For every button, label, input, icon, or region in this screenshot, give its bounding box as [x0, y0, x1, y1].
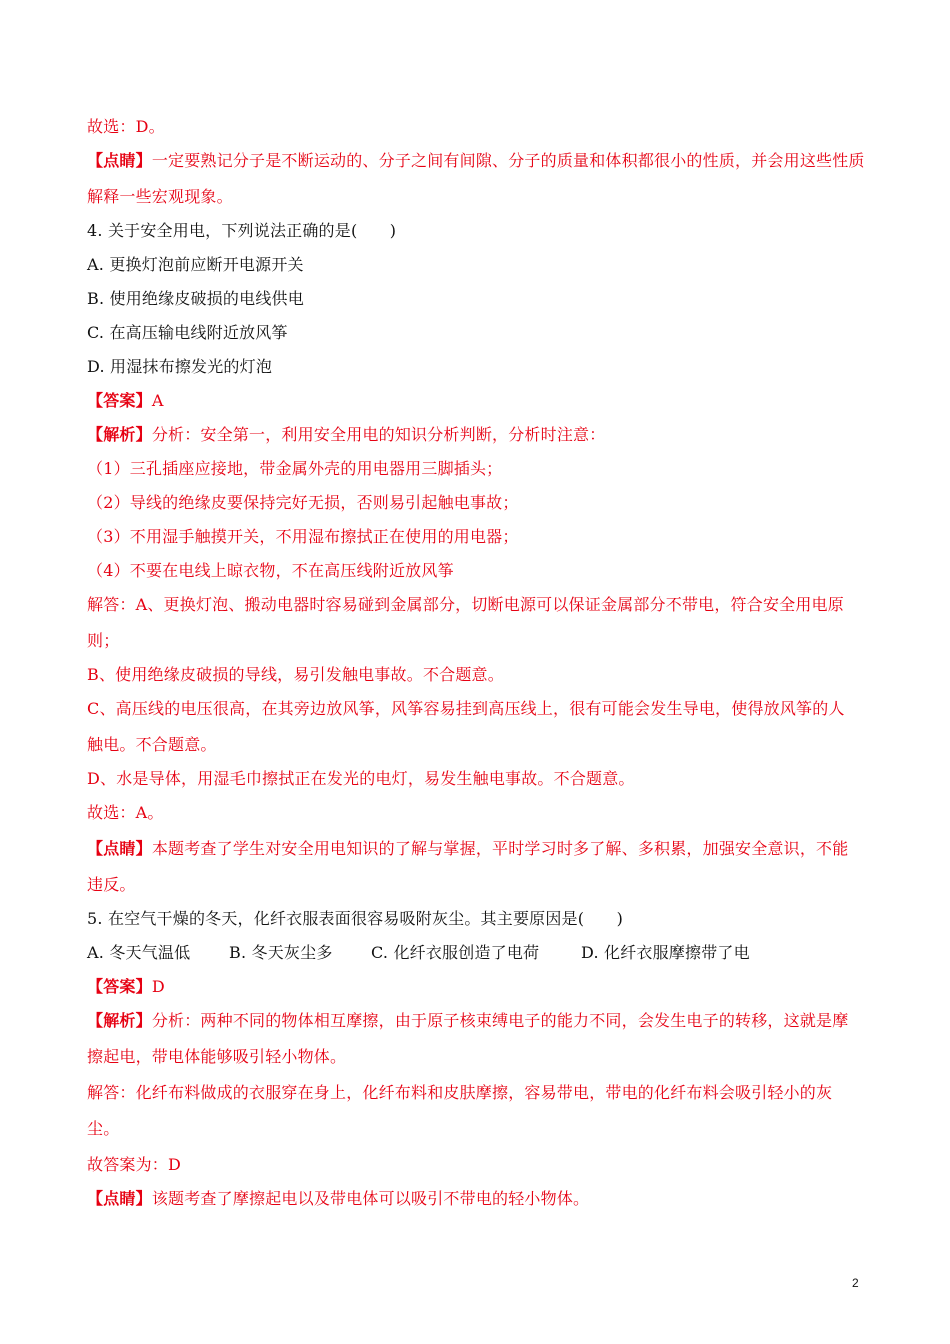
q5-stem: 5. 在空气干燥的冬天，化纤衣服表面很容易吸附灰尘。其主要原因是( ) [87, 909, 624, 928]
q4-solution-c: C、高压线的电压很高，在其旁边放风筝，风筝容易挂到高压线上，很有可能会发生导电，使得放风筝的人 [87, 699, 845, 718]
answer-tag: 【答案】 [87, 977, 152, 996]
answer-value: A [151, 391, 164, 410]
q4-choice: 故选：A。 [87, 803, 164, 822]
answer-tag: 【答案】 [87, 391, 152, 410]
dianjing-tag: 【点睛】 [87, 151, 152, 170]
q4-jiexi [87, 424, 877, 446]
q5-solution-cont: 尘。 [87, 1119, 120, 1138]
q5-answer [87, 976, 877, 998]
prev-dianjing [87, 150, 877, 172]
answer-value: D [151, 977, 165, 996]
dianjing-text: 本题考查了学生对安全用电知识的了解与掌握，平时学习时多了解、多积累，加强安全意识，不能 [151, 839, 849, 858]
q5-option-a: A. 冬天气温低 [87, 943, 191, 962]
q4-answer [87, 390, 877, 412]
q4-option-b: B. 使用绝缘皮破损的电线供电 [87, 289, 304, 308]
q4-point-1: （1）三孔插座应接地，带金属外壳的用电器用三脚插头； [87, 459, 503, 478]
q4-solution-d: D、水是导体，用湿毛巾擦拭正在发光的电灯，易发生触电事故。不合题意。 [87, 769, 635, 788]
dianjing-tag: 【点睛】 [87, 839, 152, 858]
jiexi-text: 分析：安全第一，利用安全用电的知识分析判断，分析时注意： [151, 425, 606, 444]
q5-jiexi-cont: 擦起电，带电体能够吸引轻小物体。 [87, 1047, 347, 1066]
jiexi-text: 分析：两种不同的物体相互摩擦，由于原子核束缚电子的能力不同，会发生电子的转移，这就是摩 [151, 1011, 849, 1030]
q4-solution-a: 解答：A、更换灯泡、搬动电器时容易碰到金属部分，切断电源可以保证金属部分不带电，符合安全用电原 [87, 595, 844, 614]
page-number: 2 [852, 1276, 859, 1290]
q4-solution-a-cont: 则； [87, 631, 120, 650]
jiexi-tag: 【解析】 [87, 1011, 152, 1030]
prev-dianjing-cont: 解释一些宏观现象。 [87, 187, 233, 206]
q4-stem: 4. 关于安全用电，下列说法正确的是( ) [87, 221, 397, 240]
q5-jiexi [87, 1010, 877, 1032]
q4-dianjing [87, 838, 877, 860]
jiexi-tag: 【解析】 [87, 425, 152, 444]
q4-option-d: D. 用湿抹布擦发光的灯泡 [87, 357, 273, 376]
q4-solution-b: B、使用绝缘皮破损的导线，易引发触电事故。不合题意。 [87, 665, 504, 684]
q5-solution: 解答：化纤布料做成的衣服穿在身上，化纤布料和皮肤摩擦，容易带电，带电的化纤布料会吸引轻小的灰 [87, 1083, 833, 1102]
q4-point-3: （3）不用湿手触摸开关，不用湿布擦拭正在使用的用电器； [87, 527, 519, 546]
dianjing-text: 该题考查了摩擦起电以及带电体可以吸引不带电的轻小物体。 [151, 1189, 590, 1208]
q5-option-c: C. 化纤衣服创造了电荷 [371, 943, 540, 962]
q4-dianjing-cont: 违反。 [87, 875, 136, 894]
dianjing-text: 一定要熟记分子是不断运动的、分子之间有间隙、分子的质量和体积都很小的性质，并会用这些性质 [151, 151, 865, 170]
q4-point-4: （4）不要在电线上晾衣物，不在高压线附近放风筝 [87, 561, 454, 580]
q4-option-a: A. 更换灯泡前应断开电源开关 [87, 255, 304, 274]
q5-option-b: B. 冬天灰尘多 [229, 943, 333, 962]
q5-dianjing [87, 1188, 877, 1210]
dianjing-tag: 【点睛】 [87, 1189, 152, 1208]
q4-point-2: （2）导线的绝缘皮要保持完好无损，否则易引起触电事故； [87, 493, 519, 512]
q4-option-c: C. 在高压输电线附近放风筝 [87, 323, 288, 342]
q4-solution-c-cont: 触电。不合题意。 [87, 735, 217, 754]
q5-final: 故答案为：D [87, 1155, 182, 1174]
q5-options [87, 942, 877, 964]
q5-option-d: D. 化纤衣服摩擦带了电 [581, 943, 750, 962]
prev-choice: 故选：D。 [87, 117, 165, 136]
